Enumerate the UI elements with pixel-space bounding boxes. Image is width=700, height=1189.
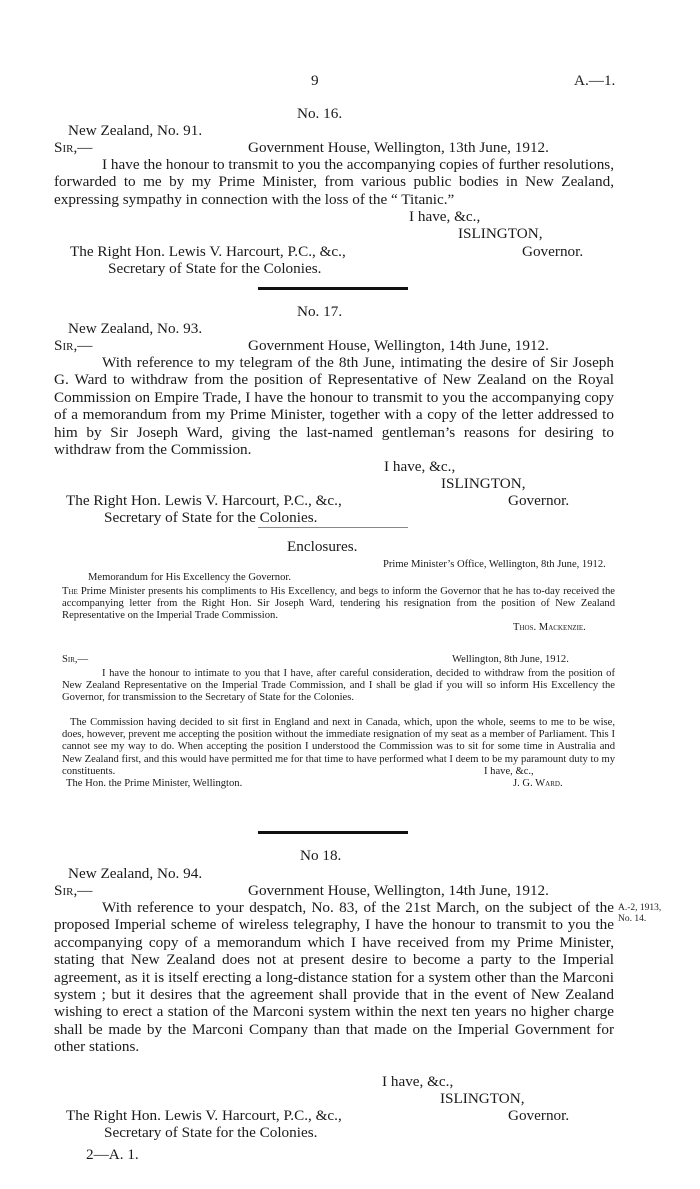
enclosure-paragraph-1: I have the honour to intimate to you that I have, after careful consideration, decided to withdraw from the position of New Zealand Representative on the Imperial Trade Commission, and I shall be glad if you will so inform His Excellency the Governor, for transmission to the Secretary of State for the Colonies. (62, 668, 615, 704)
memo-office-date: Prime Minister’s Office, Wellington, 8th June, 1912. (383, 559, 606, 570)
letter-number: No 18. (300, 847, 342, 864)
memo-body (62, 586, 615, 623)
sign-title: Governor. (508, 1107, 570, 1124)
enclosure-place-date: Wellington, 8th June, 1912. (452, 654, 569, 665)
margin-note-line: A.-2, 1913, (618, 903, 662, 913)
salutation: Sir,— (54, 139, 93, 156)
enclosure-addressee: The Hon. the Prime Minister, Wellington. (66, 778, 243, 789)
addressee: The Right Hon. Lewis V. Harcourt, P.C., &c., (70, 243, 346, 260)
letter-number: No. 16. (297, 105, 343, 122)
nz-reference: New Zealand, No. 94. (68, 865, 203, 882)
sign-title: Governor. (508, 492, 570, 509)
page-number: 9 (311, 72, 319, 89)
nz-reference: New Zealand, No. 93. (68, 320, 203, 337)
document-reference: A.—1. (574, 72, 616, 89)
section-divider (258, 831, 408, 834)
addressee-title: Secretary of State for the Colonies. (104, 1124, 318, 1141)
enclosure-salutation: Sir,— (62, 654, 89, 665)
nz-reference: New Zealand, No. 91. (68, 122, 203, 139)
signature: ISLINGTON, (458, 225, 543, 242)
section-divider (258, 287, 408, 290)
place-date: Government House, Wellington, 14th June, 1912. (248, 337, 549, 354)
memo-lead-word: The (62, 586, 78, 597)
salutation: Sir,— (54, 337, 93, 354)
addressee-title: Secretary of State for the Colonies. (108, 260, 322, 277)
signature: ISLINGTON, (441, 475, 526, 492)
enclosure-signature: J. G. Ward. (513, 778, 563, 789)
enclosure-divider (258, 527, 408, 528)
addressee-title: Secretary of State for the Colonies. (104, 509, 318, 526)
memo-signature: Thos. Mackenzie. (513, 622, 586, 633)
memo-recipient: Memorandum for His Excellency the Governor. (88, 572, 291, 583)
enclosures-heading: Enclosures. (287, 538, 358, 555)
margin-note (618, 903, 661, 925)
margin-note-line: No. 14. (618, 914, 647, 924)
addressee: The Right Hon. Lewis V. Harcourt, P.C., &c., (66, 1107, 342, 1124)
enclosure-paragraph-2-text: The Commission having decided to sit first in England and next in Canada, which, upon the whole, seems to me to be wise, does, however, prevent me accepting the position without the immediate resignation of my seat as a member of Parliament. This I cannot see my way to do. When accepting the position I understood the Commission was to sit for some time in Australia and New Zealand first, and this would have permitted me for that time to have performed what I deem to be my paramount duty to my constituents. (62, 717, 615, 777)
salutation: Sir,— (54, 882, 93, 899)
place-date: Government House, Wellington, 13th June, 1912. (248, 139, 549, 156)
closing: I have, &c., (409, 208, 481, 225)
signature-mark: 2—A. 1. (86, 1146, 139, 1163)
letter-number: No. 17. (297, 303, 343, 320)
enclosure-closing: I have, &c., (484, 766, 534, 777)
letter-body: With reference to your despatch, No. 83, of the 21st March, on the subject of the proposed Imperial scheme of wireless telegraphy, I have the honour to transmit to you the accompanying copy of a memorandum which I have received from my Prime Minister, stating that New Zealand does not at present desire to become a party to the Imperial agreement, as it is itself erecting a long-distance station for a system other than the Marconi system ; but it desires that the agreement shall provide that in the event of New Zealand wishing to erect a station of the Marconi system within the next ten years no higher charge shall be made by the Marconi Company than that made on the Imperial Government for other stations. (54, 899, 614, 1056)
sign-title: Governor. (522, 243, 584, 260)
closing: I have, &c., (382, 1073, 454, 1090)
letter-body: I have the honour to transmit to you the accompanying copies of further resolutions, forwarded to me by my Prime Minister, from various public bodies in New Zealand, expressing sympathy in connection with the loss of the “ Titanic.” (54, 156, 614, 208)
closing: I have, &c., (384, 458, 456, 475)
memo-text: Prime Minister presents his compliments to His Excellency, and begs to inform the Governor that he has to-day received the accompanying letter from the Right Hon. Sir Joseph Ward, tendering his resignation from the position of New Zealand Representative on the Imperial Trade Commission. (62, 586, 615, 622)
letter-body: With reference to my telegram of the 8th June, intimating the desire of Sir Joseph G. Ward to withdraw from the position of Representative of New Zealand on the Royal Commission on Empire Trade, I have the honour to transmit to you the accompanying copy of a memorandum from my Prime Minister, together with a copy of the letter addressed to him by Sir Joseph Ward, giving the last-named gentleman’s reasons for desiring to withdraw from the Commission. (54, 354, 614, 459)
place-date: Government House, Wellington, 14th June, 1912. (248, 882, 549, 899)
signature: ISLINGTON, (440, 1090, 525, 1107)
addressee: The Right Hon. Lewis V. Harcourt, P.C., &c., (66, 492, 342, 509)
